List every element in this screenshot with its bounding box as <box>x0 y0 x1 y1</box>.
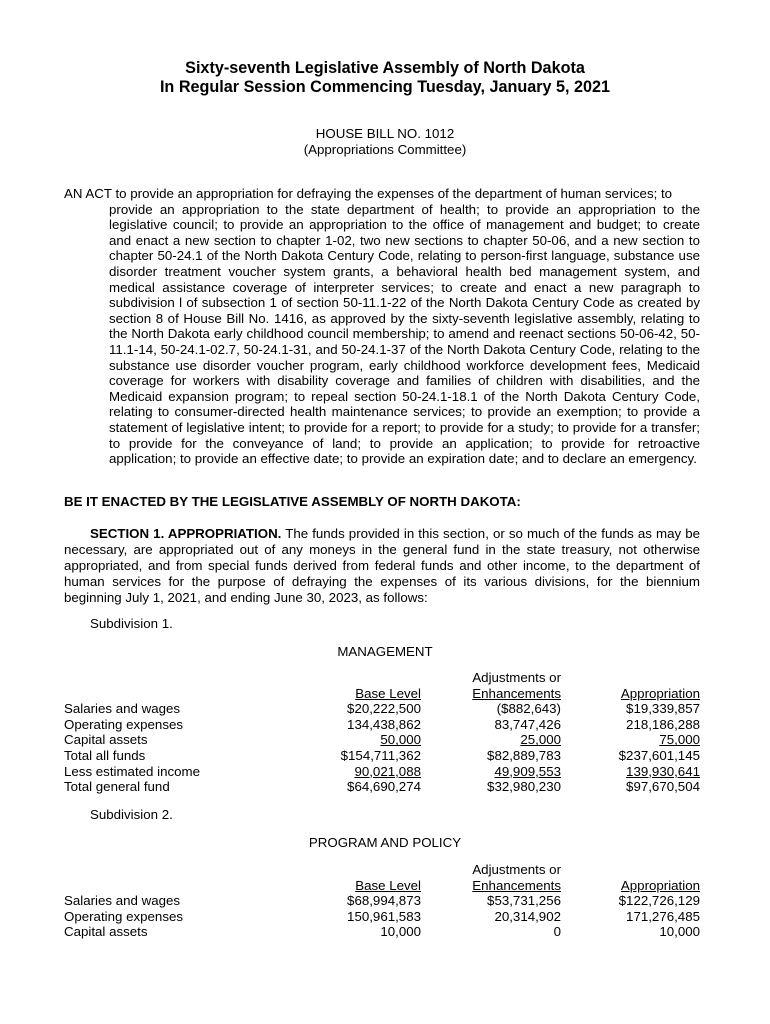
base-value: $154,711,362 <box>340 747 421 763</box>
bill-number: HOUSE BILL NO. 1012 <box>315 126 455 141</box>
row-label: Operating expenses <box>64 716 184 732</box>
base-value: $64,690,274 <box>347 779 421 795</box>
appropriation-value: $19,339,857 <box>626 701 700 717</box>
section-1-paragraph <box>64 526 700 606</box>
table-header-row <box>64 670 700 686</box>
appropriation-header: Appropriation <box>620 685 700 701</box>
appropriation-value: 218,186,288 <box>626 716 700 732</box>
act-body: provide an appropriation to the state department of health; to provide an appropriation to the legislative council; to provide an appropriation to the office of management and budget; to create and enact a new section to chapter 1-02, two new sections to chapter 50-06, and a new section to chapter 50-24.1 of the North Dakota Century Code, relating to person-first language, substance use disorder treatment voucher system grants, a behavioral health bed management system, and medical assistance coverage of interpreter services; to create and enact a new paragraph to subdivision l of subsection 1 of section 50-11.1-22 of the North Dakota Century Code as created by section 8 of House Bill No. 1416, as approved by the sixty-seventh legislative assembly, relating to the North Dakota early childhood council membership; to amend and reenact sections 50-06-42, 50-11.1-14, 50-24.1-02.7, 50-24.1-31, and 50-24.1-37 of the North Dakota Century Code, relating to the substance use disorder voucher program, early childhood workforce development fees, Medicaid coverage for workers with disability coverage and families of children with disabilities, and the Medicaid expansion program; to repeal section 50-24.1-18.1 of the North Dakota Century Code, relating to consumer-directed health maintenance services; to provide an exemption; to provide a statement of legislative intent; to provide for a report; to provide for a study; to provide for a transfer; to provide for the conveyance of land; to provide an application; to provide for retroactive application; to provide an effective date; to provide an expiration date; and to declare an emergency. <box>109 201 700 467</box>
base-value: $20,222,500 <box>347 701 421 717</box>
subdivision-2-title: PROGRAM AND POLICY <box>308 835 462 850</box>
section-1-heading: SECTION 1. APPROPRIATION. <box>90 526 282 541</box>
section-1-text: The funds provided in this section, or so much of the funds as may be necessary, are appropriated out of any moneys in the general fund in the state treasury, not otherwise appropriated, and from special funds derived from federal funds and other income, to the department of human services for the purpose of defraying the expenses of its various divisions, for the biennium beginning July 1, 2021, and ending June 30, 2023, as follows: <box>64 526 700 605</box>
appropriation-value: 10,000 <box>659 924 700 940</box>
subdivision-2-label: Subdivision 2. <box>90 807 173 822</box>
row-label: Total general fund <box>64 779 170 795</box>
row-label: Capital assets <box>64 924 148 940</box>
appropriation-value: $237,601,145 <box>618 747 700 763</box>
assembly-title: Sixty-seventh Legislative Assembly of North Dakota <box>185 59 585 77</box>
adjustment-value: 49,909,553 <box>494 763 561 779</box>
adjustment-value: ($882,643) <box>496 701 561 717</box>
adjustment-value: 20,314,902 <box>494 908 561 924</box>
table-row <box>64 779 700 795</box>
adjustment-value: 25,000 <box>520 732 561 748</box>
base-value: 90,021,088 <box>354 763 421 779</box>
base-value: 150,961,583 <box>347 908 421 924</box>
appropriation-value: 171,276,485 <box>626 908 700 924</box>
table-header-row <box>64 878 700 894</box>
row-label: Operating expenses <box>64 908 184 924</box>
adjustment-value: $32,980,230 <box>487 779 561 795</box>
enacting-clause: BE IT ENACTED BY THE LEGISLATIVE ASSEMBLY OF NORTH DAKOTA: <box>64 494 521 509</box>
row-label: Salaries and wages <box>64 701 181 717</box>
table-row <box>64 924 700 940</box>
table-row <box>64 748 700 764</box>
base-level-header: Base Level <box>355 685 421 701</box>
session-title: In Regular Session Commencing Tuesday, January 5, 2021 <box>159 78 611 96</box>
act-first-line: AN ACT to provide an appropriation for defraying the expenses of the department of human services; to <box>64 186 673 201</box>
table-row <box>64 764 700 780</box>
table-header-row <box>64 686 700 702</box>
appropriation-value: $122,726,129 <box>618 893 700 909</box>
adjustments-header-line1: Adjustments or <box>472 670 561 685</box>
table-row <box>64 732 700 748</box>
adjustments-header-line1: Adjustments or <box>472 862 561 877</box>
subdivision-1-label: Subdivision 1. <box>90 616 173 631</box>
committee-name: (Appropriations Committee) <box>303 142 467 157</box>
appropriation-value: $97,670,504 <box>626 779 700 795</box>
table-row <box>64 909 700 925</box>
table-row <box>64 717 700 733</box>
appropriation-value: 139,930,641 <box>626 763 700 779</box>
subdivision-1-table <box>64 670 700 795</box>
adjustment-value: 83,747,426 <box>494 716 561 732</box>
row-label: Salaries and wages <box>64 893 181 909</box>
base-value: 50,000 <box>380 732 421 748</box>
base-level-header: Base Level <box>355 877 421 893</box>
base-value: 134,438,862 <box>347 716 421 732</box>
adjustment-value: $53,731,256 <box>487 893 561 909</box>
row-label: Total all funds <box>64 747 146 763</box>
appropriation-value: 75,000 <box>659 732 700 748</box>
table-row <box>64 701 700 717</box>
act-title-paragraph <box>64 186 700 467</box>
row-label: Capital assets <box>64 732 148 748</box>
enhancements-header: Enhancements <box>472 685 561 701</box>
adjustment-value: $82,889,783 <box>487 747 561 763</box>
adjustment-value: 0 <box>553 924 561 940</box>
subdivision-1-title: MANAGEMENT <box>337 644 433 659</box>
enhancements-header: Enhancements <box>472 877 561 893</box>
table-header-row <box>64 862 700 878</box>
appropriation-header: Appropriation <box>620 877 700 893</box>
subdivision-2-table <box>64 862 700 940</box>
base-value: $68,994,873 <box>347 893 421 909</box>
table-row <box>64 893 700 909</box>
row-label: Less estimated income <box>64 763 200 779</box>
base-value: 10,000 <box>380 924 421 940</box>
